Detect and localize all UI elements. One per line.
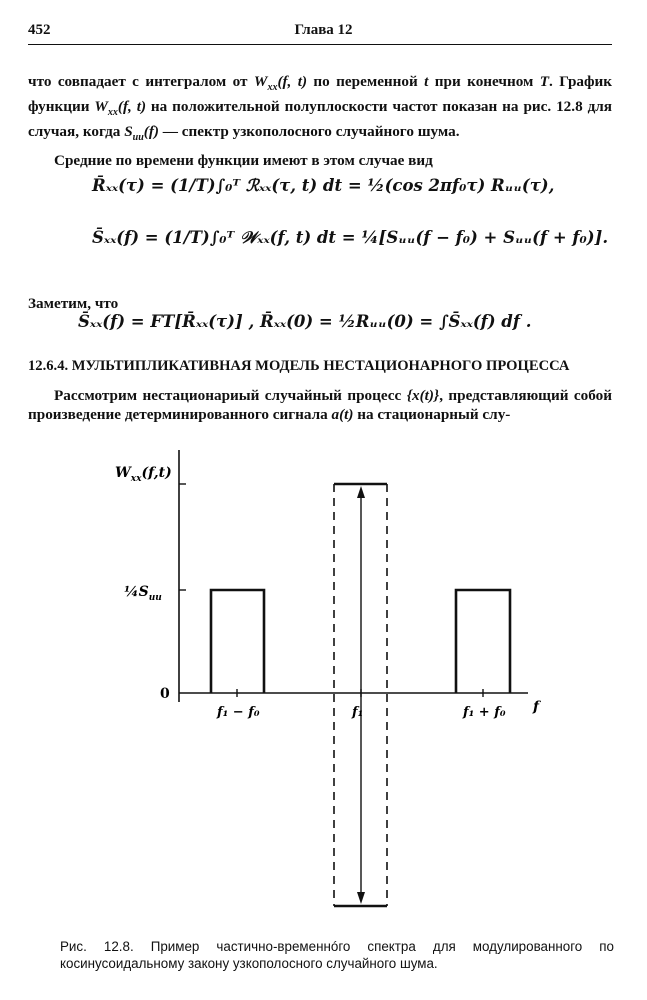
tick-label-right: f₁ + f₀ [463, 705, 506, 720]
section-heading: 12.6.4. МУЛЬТИПЛИКАТИВНАЯ МОДЕЛЬ НЕСТАЦИОНАРНОГО ПРОЦЕССА [28, 358, 570, 374]
p1-w-args: (f, t) [277, 73, 308, 90]
equation-2: S̄ₓₓ(f) = (1/T)∫₀ᵀ 𝒲ₓₓ(f, t) dt = ¼[Sᵤᵤ(f − f₀) + Sᵤᵤ(f + f₀)]. [92, 228, 609, 247]
tick-label-center: f₁ [352, 705, 364, 720]
equation-1: R̄ₓₓ(τ) = (1/T)∫₀ᵀ ℛₓₓ(τ, t) dt = ½(cos 2πf₀τ) Rᵤᵤ(τ), [92, 176, 555, 195]
right-band-rect [456, 590, 510, 693]
arrow-head-down-icon [357, 892, 365, 904]
p4-a-signal: a(t) [331, 406, 354, 423]
arrow-head-up-icon [357, 486, 365, 498]
page-number: 452 [28, 22, 51, 38]
paragraph-2: Средние по времени функции имеют в этом случае вид [54, 152, 433, 169]
p4-text-1: Рассмотрим нестационариый случайный процесс [54, 387, 407, 404]
p1-s-symbol: S [124, 123, 133, 140]
p4-text-3: на стационарный слу- [353, 406, 511, 423]
tick-label-left: f₁ − f₀ [217, 705, 260, 720]
figure-12-8 [0, 440, 647, 920]
p1-text-2: по переменной [307, 73, 425, 90]
x-axis-label: f [533, 699, 540, 715]
p1-w2-args: (f, t) [117, 98, 147, 115]
paragraph-3: Заметим, что [28, 295, 119, 312]
p1-w2-symbol: W [94, 98, 108, 115]
p1-w2-sub: xx [107, 107, 118, 118]
p1-text-6: — спектр узкополосного случайного шума. [158, 123, 460, 140]
equation-3: S̄ₓₓ(f) = FT[R̄ₓₓ(τ)] , R̄ₓₓ(0) = ½Rᵤᵤ(0) = ∫S̄ₓₓ(f) df . [78, 312, 532, 331]
p1-text-4: . График функции [28, 73, 612, 115]
paragraph-4 [28, 386, 612, 424]
p4-x-process: {x(t)} [406, 387, 440, 404]
p1-s-args: (f) [143, 123, 159, 140]
left-band-rect [211, 590, 264, 693]
p1-text-5: на положительной полуплоскости частот показан на рис. 12.8 для случая, когда [28, 98, 612, 140]
y-axis-label: $W_{xx}(f,t)$ [115, 465, 172, 484]
paragraph-1 [28, 72, 612, 147]
header-rule [28, 44, 612, 45]
p1-s-sub: uu [132, 132, 144, 143]
figure-caption: Рис. 12.8. Пример частично-временнóго спектра для модулированного по косинусоидальному закону узкополосного случайного шума. [60, 939, 614, 971]
zero-label: 0 [160, 686, 170, 702]
p4-text-2: , представляющий собой произведение детерминированного сигнала [28, 387, 612, 423]
p1-var-t: t [424, 73, 429, 90]
p1-text-3: при конечном [428, 73, 540, 90]
chapter-title: Глава 12 [294, 22, 353, 38]
p1-var-T: T [539, 73, 550, 90]
p1-w-sub: xx [267, 82, 278, 93]
level-label: $\frac{1}{4}S_{uu}$ [124, 584, 162, 603]
p1-text-1: что совпадает с интегралом от [28, 73, 254, 90]
p1-w-symbol: W [253, 73, 268, 90]
